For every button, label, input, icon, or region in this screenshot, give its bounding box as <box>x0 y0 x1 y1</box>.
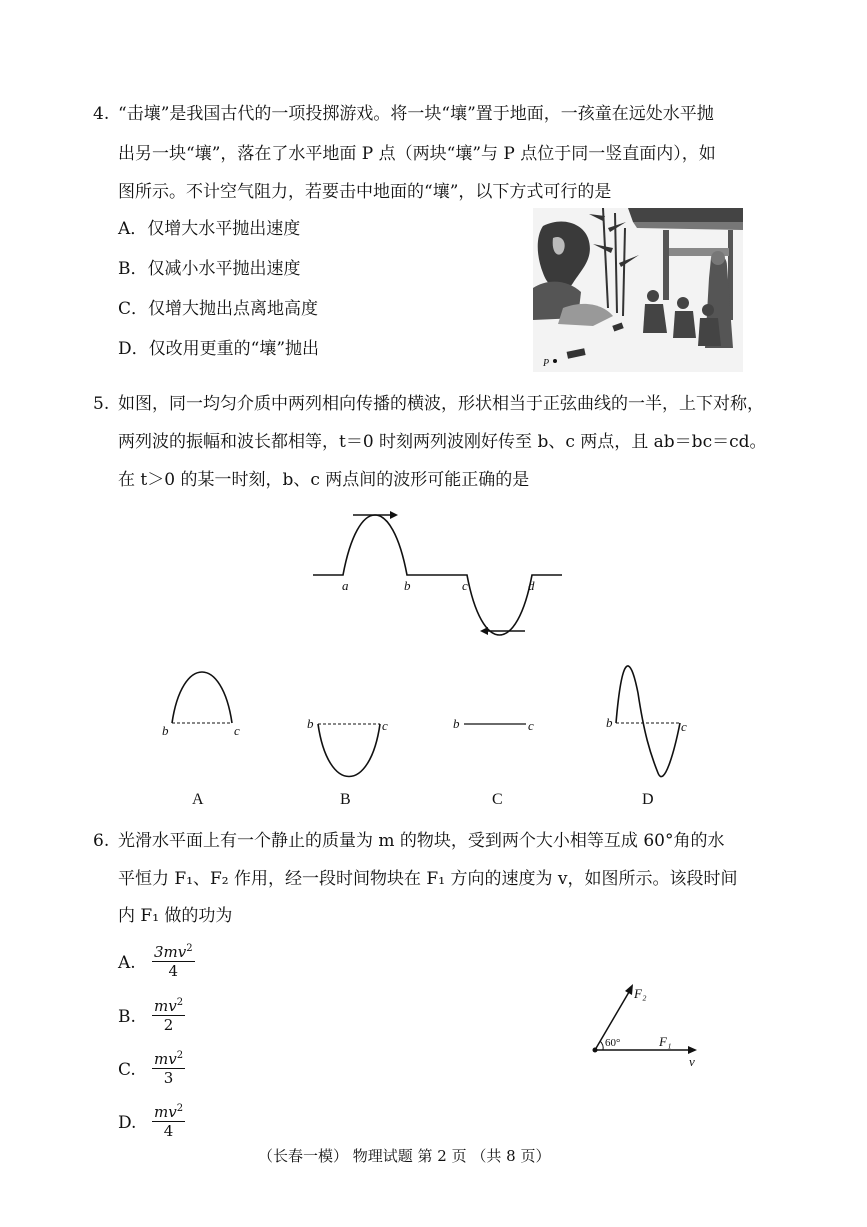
q5-d-label-b: b <box>606 715 613 730</box>
q6-line-3: 内 F₁ 做的功为 <box>118 906 233 926</box>
q4-option-c: C．仅增大抛出点离地高度 <box>118 299 319 319</box>
q5-d-label-c: c <box>681 719 687 734</box>
q5-line-3: 在 t＞0 的某一时刻，b、c 两点间的波形可能正确的是 <box>118 470 530 490</box>
q4-option-b: B．仅减小水平抛出速度 <box>118 259 301 279</box>
q4-illustration <box>533 208 743 372</box>
q5-a-label-b: b <box>162 723 169 738</box>
q5-wave-figure <box>310 505 570 640</box>
q6-f1-label: F₁ <box>659 1034 672 1049</box>
q5-caption-c: C <box>492 791 503 808</box>
page-footer: （长春一模） 物理试题 第 2 页 （共 8 页） <box>258 1147 551 1165</box>
q6-option-d-fraction: $mv^2$ 4 <box>154 1103 184 1141</box>
q6-option-d-label: D. <box>118 1113 137 1133</box>
q6-option-a-fraction: $3mv^2$ 4 <box>154 943 193 981</box>
q5-option-d-figure <box>602 663 697 783</box>
q4-line-2: 出另一块“壤”，落在了水平地面 P 点（两块“壤”与 P 点位于同一竖直面内），如 <box>118 144 716 164</box>
q5-option-b-figure <box>304 712 394 782</box>
q5-a-label-c: c <box>234 723 240 738</box>
q5-caption-b: B <box>340 791 351 808</box>
q6-option-b-label: B. <box>118 1007 136 1027</box>
q5-b-label-b: b <box>307 716 314 731</box>
q6-option-c-fraction: $mv^2$ 3 <box>154 1050 184 1088</box>
q5-number: 5. <box>93 394 110 414</box>
q5-caption-d: D <box>642 791 654 808</box>
q4-point-p-label: P <box>543 358 550 369</box>
q5-label-b: b <box>404 578 411 593</box>
q4-line-1: “击壤”是我国古代的一项投掷游戏。将一块“壤”置于地面，一孩童在远处水平抛 <box>118 104 714 124</box>
q6-line-2: 平恒力 F₁、F₂ 作用，经一段时间物块在 F₁ 方向的速度为 v，如图所示。该段时间 <box>118 869 738 889</box>
q4-line-3: 图所示。不计空气阻力，若要击中地面的“壤”，以下方式可行的是 <box>118 182 612 202</box>
q6-line-1: 光滑水平面上有一个静止的质量为 m 的物块，受到两个大小相等互成 60°角的水 <box>118 831 725 851</box>
q4-option-d: D．仅改用更重的“壤”抛出 <box>118 339 320 359</box>
q4-number: 4. <box>93 104 110 124</box>
q5-c-label-c: c <box>528 718 534 733</box>
q4-option-a: A．仅增大水平抛出速度 <box>118 219 301 239</box>
q6-angle-label: 60° <box>605 1037 621 1049</box>
q6-option-c-label: C. <box>118 1060 136 1080</box>
q5-c-label-b: b <box>453 716 460 731</box>
q5-label-a: a <box>342 578 349 593</box>
q5-option-c-figure <box>450 712 540 742</box>
q6-option-a-label: A. <box>118 953 136 973</box>
q6-v-label: v <box>689 1054 695 1069</box>
q6-option-b-fraction: $mv^2$ 2 <box>154 997 184 1035</box>
q6-number: 6. <box>93 831 110 851</box>
q5-label-d: d <box>528 578 535 593</box>
q6-force-diagram <box>585 980 715 1075</box>
q5-label-c: c <box>462 578 468 593</box>
q5-line-1: 如图，同一均匀介质中两列相向传播的横波，形状相当于正弦曲线的一半，上下对称， <box>118 394 764 414</box>
q5-caption-a: A <box>192 791 204 808</box>
q5-line-2: 两列波的振幅和波长都相等，t＝0 时刻两列波刚好传至 b、c 两点，且 ab＝bc＝cd。 <box>118 432 767 452</box>
q5-b-label-c: c <box>382 718 388 733</box>
q5-option-a-figure <box>158 663 248 743</box>
q6-f2-label: F₂ <box>634 986 647 1001</box>
